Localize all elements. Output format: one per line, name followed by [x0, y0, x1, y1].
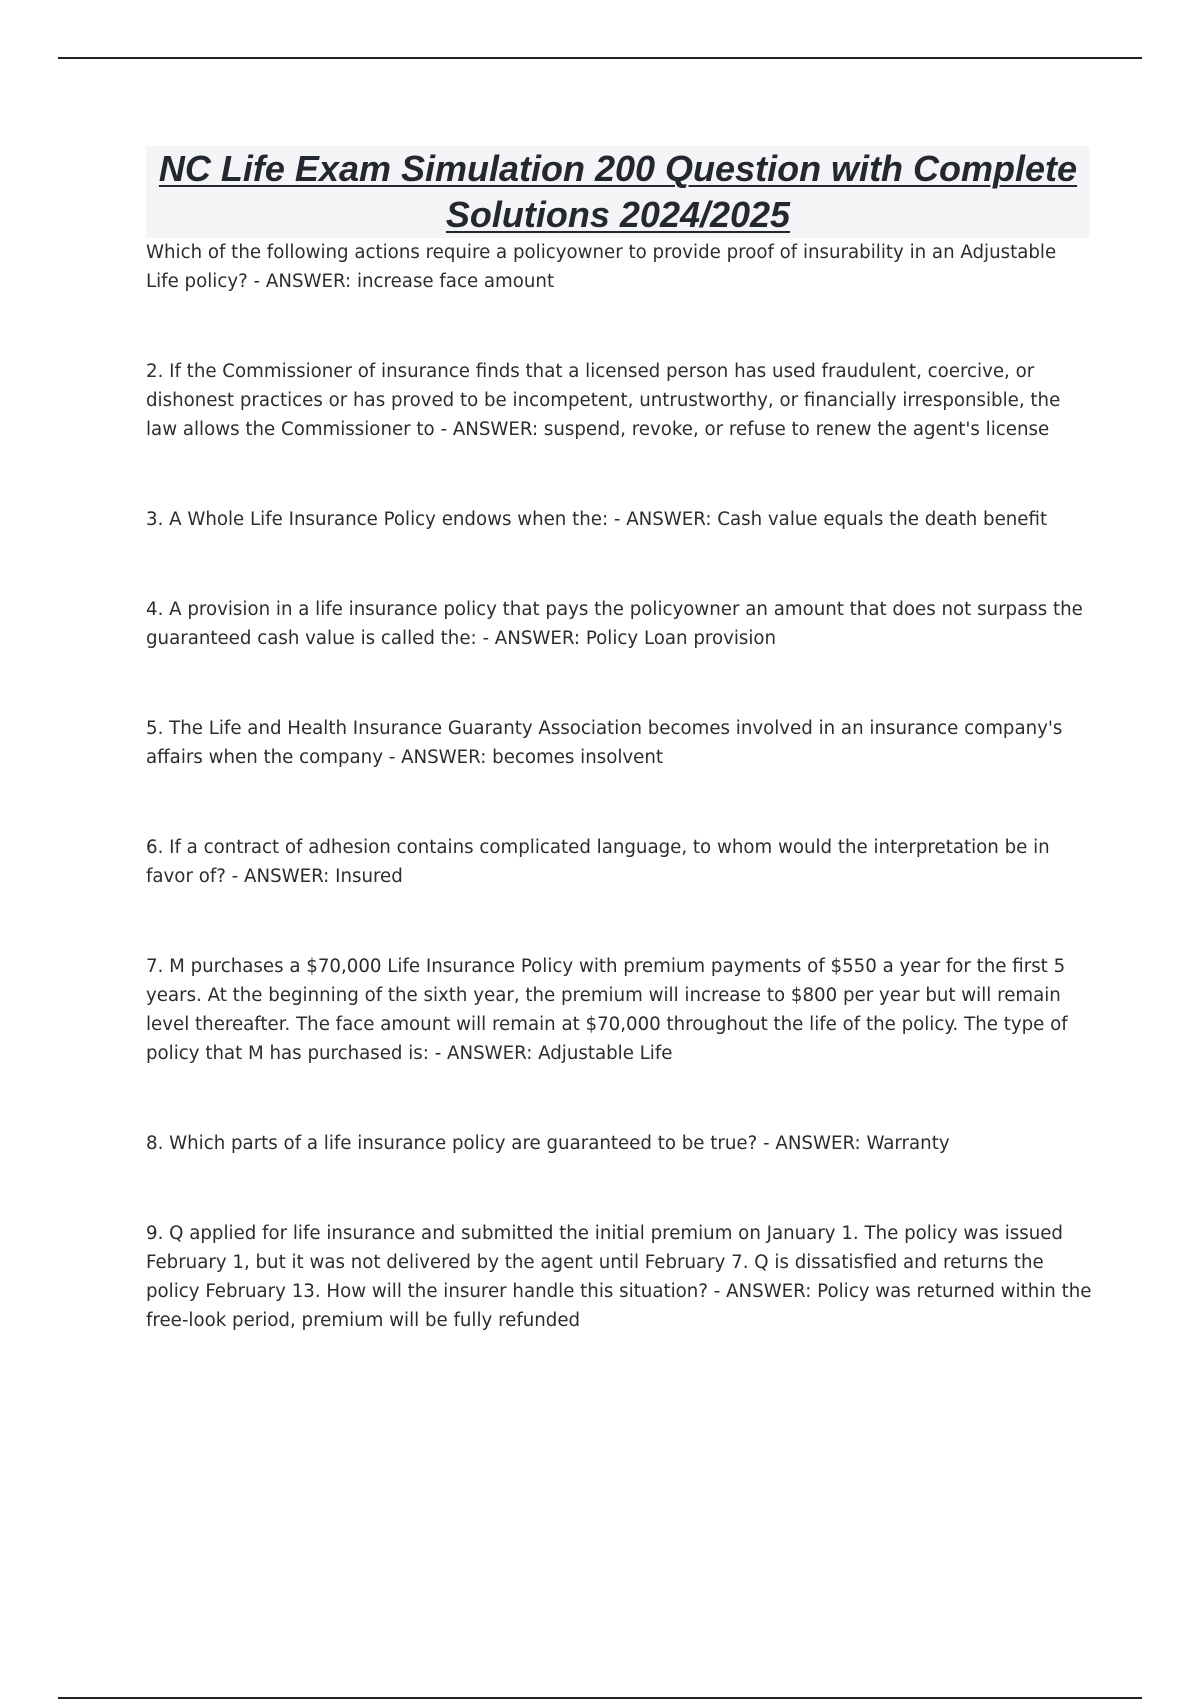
top-rule	[58, 57, 1142, 59]
qa-item	[146, 595, 1092, 653]
answer-text: increase face amount	[356, 271, 555, 292]
answer-text: Policy Loan provision	[585, 628, 777, 649]
bottom-rule	[58, 1697, 1142, 1699]
question-text: 9. Q applied for life insurance and submitted the initial premium on January 1. The policy was issued February 1, but it was not delivered by the agent until February 7. Q is dissatisfied and returns the policy February 13. How will the insurer handle this situation?	[146, 1223, 1063, 1302]
question-text: Which of the following actions require a policyowner to provide proof of insurability in an Adjustable Life policy?	[146, 242, 1057, 292]
qa-item	[146, 714, 1092, 772]
qa-item	[146, 505, 1092, 534]
qa-item	[146, 357, 1092, 444]
answer-text: Cash value equals the death benefit	[717, 509, 1048, 530]
answer-separator: - ANSWER:	[434, 419, 544, 440]
answer-separator: - ANSWER:	[608, 509, 718, 530]
title-banner	[146, 146, 1090, 238]
answer-separator: - ANSWER:	[382, 747, 493, 768]
qa-item	[146, 833, 1092, 891]
answer-text: Policy was returned within the free-look period, premium will be fully refunded	[146, 1281, 1092, 1331]
qa-item	[146, 1219, 1092, 1335]
answer-separator: - ANSWER:	[247, 271, 357, 292]
answer-separator: - ANSWER:	[476, 628, 586, 649]
question-text: 6. If a contract of adhesion contains complicated language, to whom would the interpretation be in favor of?	[146, 837, 1050, 887]
qa-item	[146, 238, 1092, 296]
document-title: NC Life Exam Simulation 200 Question with Complete Solutions 2024/2025	[158, 148, 1078, 235]
qa-item	[146, 1129, 1092, 1158]
answer-text: Warranty	[866, 1133, 950, 1154]
question-text: 4. A provision in a life insurance policy that pays the policyowner an amount that does not surpass the guaranteed cash value is called the:	[146, 599, 1083, 649]
question-text: 7. M purchases a $70,000 Life Insurance Policy with premium payments of $550 a year for the first 5 years. At the beginning of the sixth year, the premium will increase to $800 per year but will remain level thereafter. The face amount will remain at $70,000 throughout the life of the policy. The type of policy that M has purchased is:	[146, 956, 1068, 1064]
answer-separator: - ANSWER:	[757, 1133, 867, 1154]
answer-text: becomes insolvent	[492, 747, 664, 768]
qa-list	[146, 238, 1092, 1396]
qa-item	[146, 952, 1092, 1068]
answer-separator: - ANSWER:	[225, 866, 336, 887]
answer-text: Insured	[335, 866, 403, 887]
answer-text: suspend, revoke, or refuse to renew the agent's license	[543, 419, 1050, 440]
question-text: 3. A Whole Life Insurance Policy endows when the:	[146, 509, 609, 530]
answer-text: Adjustable Life	[538, 1043, 673, 1064]
question-text: 2. If the Commissioner of insurance finds that a licensed person has used fraudulent, coercive, or dishonest practices or has proved to be incompetent, untrustworthy, or financially irresponsible, the law allows the Commissioner to	[146, 361, 1061, 440]
question-text: 5. The Life and Health Insurance Guaranty Association becomes involved in an insurance company's affairs when the company	[146, 718, 1063, 768]
question-text: 8. Which parts of a life insurance policy are guaranteed to be true?	[146, 1133, 758, 1154]
answer-separator: - ANSWER:	[707, 1281, 818, 1302]
answer-separator: - ANSWER:	[428, 1043, 539, 1064]
